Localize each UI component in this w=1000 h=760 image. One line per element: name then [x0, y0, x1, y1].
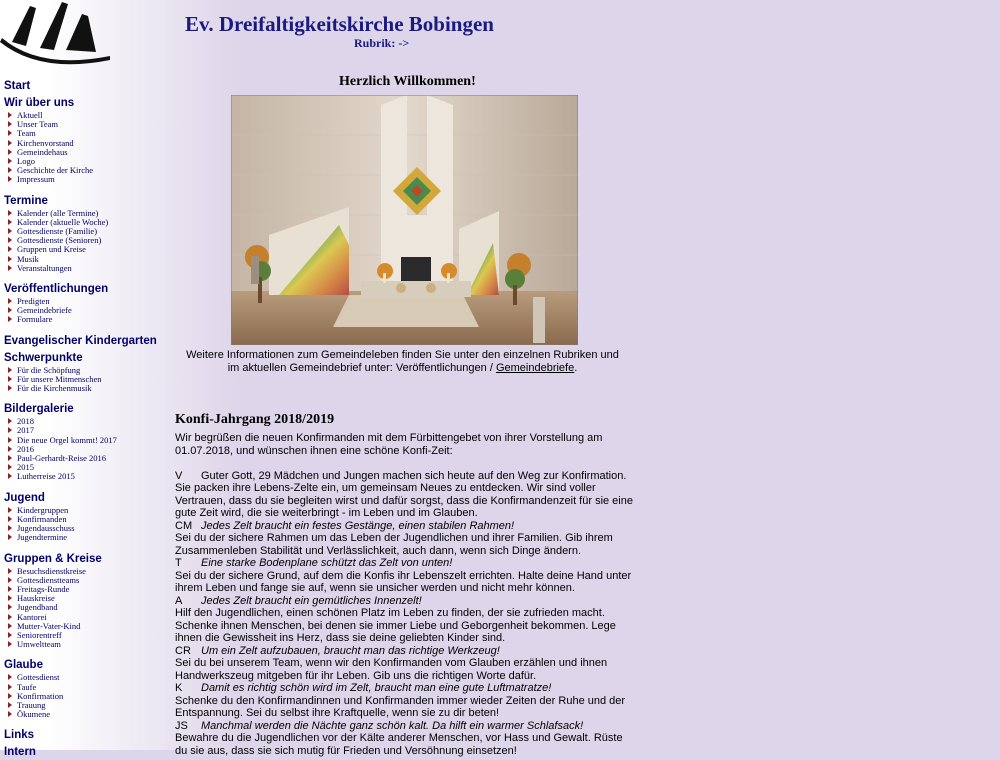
arrow-right-icon	[8, 121, 12, 127]
arrow-right-icon	[8, 693, 12, 699]
arrow-right-icon	[8, 684, 12, 690]
arrow-right-icon	[8, 437, 12, 443]
arrow-right-icon	[8, 158, 12, 164]
nav-item-label: Konfirmanden	[17, 513, 67, 524]
arrow-right-icon	[8, 702, 12, 708]
prayer-line: Sei du der sichere Grund, auf dem die Konfis ihr Lebenszelt errichten. Halte deine Hand unter ihrem Leben und fange sie auf, wenn sie unsicher werden und nicht mehr können.	[175, 569, 632, 594]
nav-item-label: Impressum	[17, 174, 55, 185]
nav-item-label: Trauung	[17, 699, 46, 710]
konfi-intro: Wir begrüßen die neuen Konfirmanden mit dem Fürbittengebet von ihrer Vorstellung am 01.07.2018, und wünschen ihnen eine schöne Konfi-Zeit:	[175, 432, 603, 457]
nav-heading-8[interactable]: Gruppen & Kreise	[4, 552, 102, 565]
nav-item-label: Für die Kirchenmusik	[17, 383, 92, 394]
konfi-heading: Konfi-Jahrgang 2018/2019	[175, 412, 335, 427]
prayer-text	[175, 532, 635, 557]
nav-item-label: Gemeindehaus	[17, 146, 68, 157]
nav-heading-7[interactable]: Jugend	[4, 491, 45, 504]
speaker-label: V	[175, 469, 183, 482]
nav-item-label: Geschichte der Kirche	[17, 165, 93, 176]
arrow-right-icon	[8, 418, 12, 424]
nav-item-label: Formulare	[17, 314, 53, 325]
speaker-label: CM	[175, 519, 193, 532]
nav-item[interactable]	[4, 710, 174, 719]
gemeindebriefe-link[interactable]: Gemeindebriefe	[495, 362, 575, 374]
nav-item-label: Gruppen und Kreise	[17, 244, 86, 255]
nav-item[interactable]	[4, 640, 174, 649]
info-text-end: .	[574, 362, 578, 374]
arrow-right-icon	[8, 632, 12, 638]
arrow-right-icon	[8, 455, 12, 461]
arrow-right-icon	[8, 167, 12, 173]
nav-item-label: Die neue Orgel kommt! 2017	[17, 434, 117, 445]
arrow-right-icon	[8, 534, 12, 540]
arrow-right-icon	[8, 507, 12, 513]
konfi-body	[175, 432, 635, 757]
nav-item[interactable]	[4, 472, 174, 481]
nav-item[interactable]	[4, 384, 174, 393]
nav-heading-10[interactable]: Links	[4, 729, 35, 742]
nav-spacer	[4, 185, 174, 191]
arrow-right-icon	[8, 176, 12, 182]
speaker-label: CR	[175, 644, 191, 657]
nav-item-label: Mutter-Vater-Kind	[17, 620, 81, 631]
nav-item-label: Team	[17, 128, 36, 139]
nav-spacer	[4, 482, 174, 488]
nav-item-label: Musik	[17, 253, 39, 264]
arrow-right-icon	[8, 525, 12, 531]
nav-item-label: Predigten	[17, 296, 50, 307]
arrow-right-icon	[8, 427, 12, 433]
arrow-right-icon	[8, 367, 12, 373]
speaker-label: JS	[175, 719, 188, 732]
prayer-text	[175, 732, 635, 757]
nav-spacer	[4, 273, 174, 279]
nav-item-label: Gottesdienst	[17, 672, 60, 683]
nav-spacer	[4, 719, 174, 725]
prayer-response	[175, 520, 635, 533]
nav-item-label: Für unsere Mitmenschen	[17, 373, 102, 384]
arrow-right-icon	[8, 568, 12, 574]
arrow-right-icon	[8, 149, 12, 155]
arrow-right-icon	[8, 246, 12, 252]
nav-item-label: Hauskreise	[17, 593, 55, 604]
arrow-right-icon	[8, 586, 12, 592]
arrow-right-icon	[8, 130, 12, 136]
prayer-text	[175, 695, 635, 720]
prayer-text	[175, 657, 635, 682]
nav-item-label: Taufe	[17, 681, 37, 692]
nav-spacer	[4, 393, 174, 399]
nav-item-label: Gottesdienste (Familie)	[17, 226, 98, 237]
arrow-right-icon	[8, 237, 12, 243]
nav-item-label: 2018	[17, 416, 34, 427]
prayer-line: Jedes Zelt braucht ein gemütliches Innenzelt!	[201, 594, 422, 607]
speaker-label: T	[175, 557, 182, 569]
arrow-right-icon	[8, 623, 12, 629]
prayer-line: Eine starke Bodenplane schützt das Zelt von unten!	[201, 557, 453, 569]
arrow-right-icon	[8, 219, 12, 225]
nav-item-label: Logo	[17, 156, 35, 167]
prayer-list	[175, 470, 635, 758]
arrow-right-icon	[8, 265, 12, 271]
prayer-line: Jedes Zelt braucht ein festes Gestänge, einen stabilen Rahmen!	[201, 519, 515, 532]
arrow-right-icon	[8, 228, 12, 234]
nav-heading-9[interactable]: Glaube	[4, 659, 43, 672]
speaker-label: K	[175, 682, 183, 694]
nav-item-label: Jugendausschuss	[17, 523, 75, 534]
arrow-right-icon	[8, 595, 12, 601]
nav-item-label: Freitags-Runde	[17, 583, 70, 594]
church-logo[interactable]	[0, 0, 115, 68]
prayer-line: Manchmal werden die Nächte ganz schön kalt. Da hilft ein warmer Schlafsack!	[201, 719, 584, 732]
nav-heading-4[interactable]: Evangelischer Kindergarten	[4, 334, 157, 347]
sidebar-nav	[4, 76, 174, 760]
arrow-right-icon	[8, 464, 12, 470]
nav-heading-11[interactable]: Intern	[4, 746, 36, 759]
nav-item-label: Paul-Gerhardt-Reise 2016	[17, 453, 106, 464]
welcome-heading: Herzlich Willkommen!	[339, 74, 476, 89]
arrow-right-icon	[8, 112, 12, 118]
arrow-right-icon	[8, 376, 12, 382]
prayer-response	[175, 645, 635, 658]
prayer-line: Guter Gott, 29 Mädchen und Jungen machen sich heute auf den Weg zur Konfirmation. Sie packen ihre Lebens-Zelte ein, um gemeinsam Neues zu entdecken. Wir sind voller Vertrauen, dass du sie begleiten wirst und dafür sorgst, dass die Konfirmandenzeit für sie eine gute Zeit wird, die sie weiterbringt - im Leben und im Glauben.	[175, 469, 633, 519]
prayer-line: Um ein Zelt aufzubauen, braucht man das richtige Werkzeug!	[201, 644, 500, 657]
arrow-right-icon	[8, 516, 12, 522]
nav-item[interactable]	[4, 315, 174, 324]
nav-item-label: Für die Schöpfung	[17, 364, 81, 375]
prayer-response	[175, 682, 635, 695]
rubrik-breadcrumb: Rubrik: ->	[354, 36, 410, 50]
speaker-label: A	[175, 594, 183, 607]
nav-item-label: Jugendtermine	[17, 532, 68, 543]
nav-item-label: Kirchenvorstand	[17, 137, 74, 148]
prayer-line: Hilf den Jugendlichen, einen schönen Platz im Leben zu finden, der sie zufrieden macht. Schenke ihnen Menschen, bei denen sie immer Liebe und Geborgenheit bekommen. Lege ihnen die Gewissheit ins Herz, dass sie deine geliebten Kinder sind.	[175, 607, 616, 644]
prayer-line: Schenke du den Konfirmandinnen und Konfirmanden immer wieder Zeiten der Ruhe und der Entspannung. Sei du selbst ihre Kraftquelle, wenn sie zu dir beten!	[175, 694, 626, 719]
nav-item-label: Kantorei	[17, 611, 47, 622]
nav-item[interactable]	[4, 264, 174, 273]
nav-spacer	[4, 649, 174, 655]
nav-item-label: Jugendband	[17, 602, 58, 613]
nav-item-label: Konfirmation	[17, 690, 64, 701]
arrow-right-icon	[8, 385, 12, 391]
nav-heading-5[interactable]: Schwerpunkte	[4, 351, 83, 364]
nav-item[interactable]	[4, 533, 174, 542]
nav-heading-6[interactable]: Bildergalerie	[4, 403, 74, 416]
arrow-right-icon	[8, 210, 12, 216]
arrow-right-icon	[8, 446, 12, 452]
nav-item-label: 2015	[17, 462, 34, 473]
nav-item-label: Kalender (alle Termine)	[17, 207, 99, 218]
arrow-right-icon	[8, 577, 12, 583]
nav-item[interactable]	[4, 175, 174, 184]
arrow-right-icon	[8, 711, 12, 717]
nav-spacer	[4, 325, 174, 331]
nav-spacer	[4, 543, 174, 549]
arrow-right-icon	[8, 298, 12, 304]
nav-item-label: Aktuell	[17, 110, 43, 120]
nav-item-label: Lutherreise 2015	[17, 471, 75, 482]
nav-heading-2[interactable]: Termine	[4, 194, 48, 207]
arrow-right-icon	[8, 256, 12, 262]
prayer-text	[175, 570, 635, 595]
prayer-line: Bewahre du die Jugendlichen vor der Kälte anderer Menschen, vor Hass und Gewalt. Rüste du sie aus, dass sie sich mutig für Frieden und Versöhnung einsetzen!	[175, 732, 623, 757]
prayer-response	[175, 595, 635, 608]
nav-heading-0[interactable]: Start	[4, 80, 31, 92]
info-text	[185, 349, 620, 375]
nav-item-label: Unser Team	[17, 119, 59, 130]
nav-item-label: Gemeindebriefe	[17, 305, 72, 316]
nav-item-label: Kalender (aktuelle Woche)	[17, 216, 109, 227]
nav-item-label: 2017	[17, 425, 34, 436]
arrow-right-icon	[8, 316, 12, 322]
site-title: Ev. Dreifaltigkeitskirche Bobingen	[185, 12, 494, 36]
nav-item-label: Ökumene	[17, 709, 51, 720]
nav-item-label: Gottesdienste (Senioren)	[17, 235, 102, 246]
nav-item-label: Veranstaltungen	[17, 262, 72, 273]
nav-item-label: Kindergruppen	[17, 504, 69, 515]
prayer-response	[175, 720, 635, 733]
prayer-line: Damit es richtig schön wird im Zelt, braucht man eine gute Luftmatratze!	[201, 682, 552, 694]
prayer-response	[175, 557, 635, 570]
nav-item-label: Gottesdienstteams	[17, 574, 80, 585]
prayer-text	[175, 470, 635, 520]
arrow-right-icon	[8, 307, 12, 313]
prayer-line: Sei du bei unserem Team, wenn wir den Konfirmanden vom Glauben erzählen und ihnen Handwerkszeug mitgeben für ihr Leben. Gib uns die richtigen Worte dafür.	[175, 657, 608, 682]
nav-item-label: Umweltteam	[17, 639, 61, 650]
church-altar-photo	[231, 95, 578, 345]
arrow-right-icon	[8, 473, 12, 479]
arrow-right-icon	[8, 674, 12, 680]
nav-item-label: 2016	[17, 443, 34, 454]
nav-item-label: Seniorentreff	[17, 629, 62, 640]
prayer-line: Sei du der sichere Rahmen um das Leben der Jugendlichen und ihrer Familien. Gib ihrem Zusammenleben Stabilität und Verlässlichkeit, auch dann, wenn sich Dinge ändern.	[175, 532, 613, 557]
info-text-body: Weitere Informationen zum Gemeindeleben finden Sie unter den einzelnen Rubriken und im aktuellen Gemeindebrief unter: Veröffentlichungen /	[186, 349, 619, 374]
arrow-right-icon	[8, 641, 12, 647]
arrow-right-icon	[8, 604, 12, 610]
arrow-right-icon	[8, 140, 12, 146]
nav-item-label: Besuchsdienstkreise	[17, 565, 86, 576]
prayer-text	[175, 607, 635, 645]
arrow-right-icon	[8, 614, 12, 620]
nav-heading-3[interactable]: Veröffentlichungen	[4, 283, 109, 296]
nav-heading-1[interactable]: Wir über uns	[4, 97, 75, 109]
